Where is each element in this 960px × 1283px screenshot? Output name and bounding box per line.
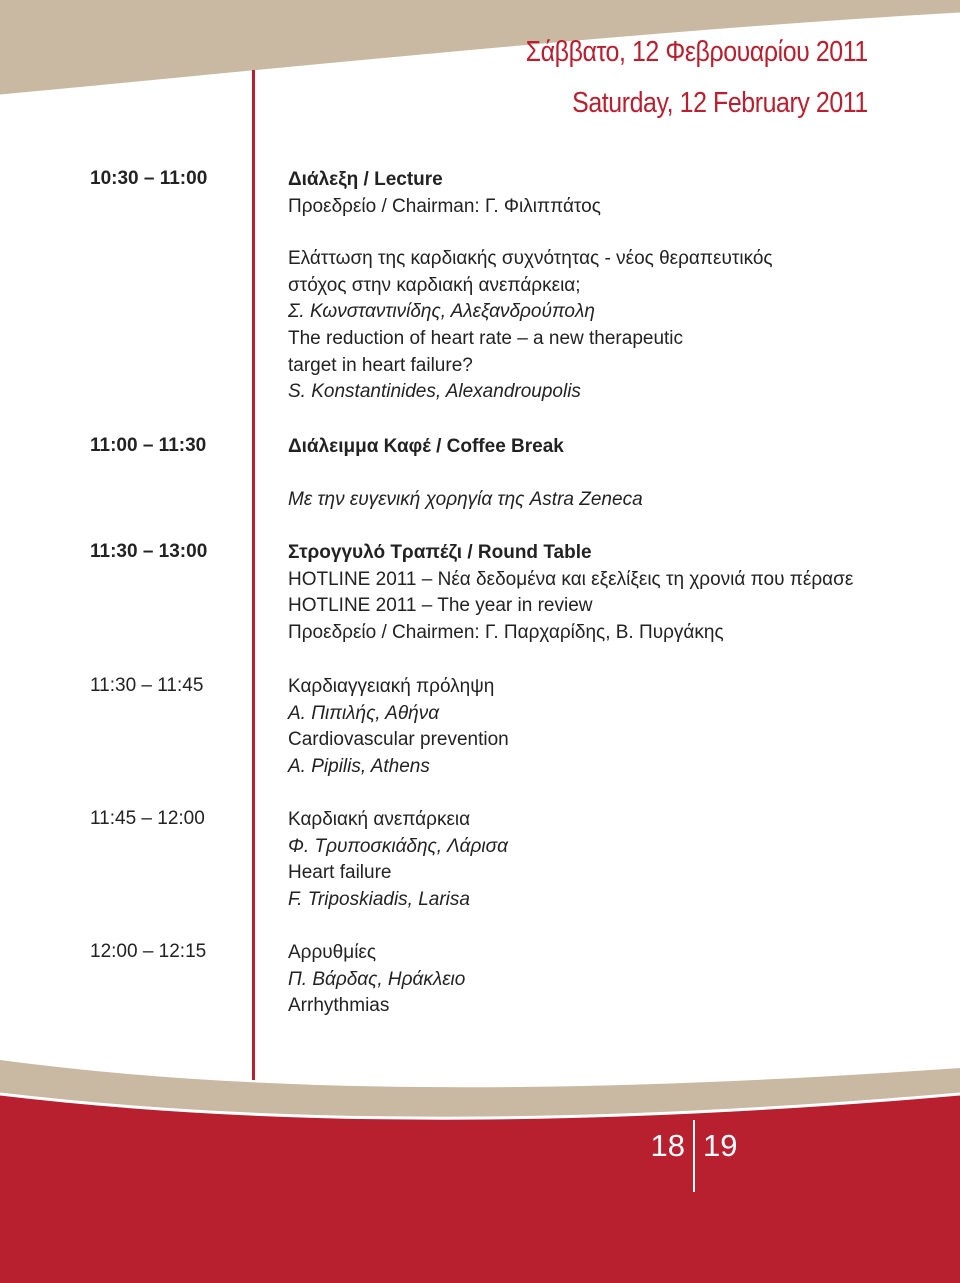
talk-title-english: The reduction of heart rate – a new therapeutic: [288, 327, 684, 349]
talk-title-english: Arrhythmias: [288, 995, 390, 1017]
date-english: Saturday, 12 February 2011: [572, 87, 868, 119]
talk-prevention: [288, 674, 908, 780]
page-number-right: 19: [703, 1128, 738, 1163]
speaker-english: F. Triposkiadis, Larisa: [288, 888, 470, 910]
session-chair: Προεδρείο / Chairman: Γ. Φιλιππάτος: [288, 195, 601, 217]
talk-time: 11:30 – 11:45: [90, 675, 204, 696]
talk-time: 11:45 – 12:00: [90, 808, 205, 829]
session-round-table: [288, 540, 908, 646]
speaker-greek: Σ. Κωνσταντινίδης, Αλεξανδρούπολη: [288, 301, 595, 323]
talk-title-greek: Ελάττωση της καρδιακής συχνότητας - νέος θεραπευτικός: [288, 248, 773, 270]
speaker-english: A. Pipilis, Athens: [288, 755, 430, 777]
timeline-divider: [252, 70, 255, 1080]
session-lecture: [288, 167, 908, 406]
session-chair: Προεδρείο / Chairmen: Γ. Παρχαρίδης, Β. Πυργάκης: [288, 621, 724, 643]
session-title: Διάλειμμα Καφέ / Coffee Break: [288, 436, 564, 457]
session-subtitle-english: HOTLINE 2011 – The year in review: [288, 595, 593, 617]
session-subtitle-greek: HOTLINE 2011 – Νέα δεδομένα και εξελίξεις τη χρονιά που πέρασε: [288, 568, 854, 590]
talk-arrhythmias: [288, 940, 908, 1020]
talk-title-english: target in heart failure?: [288, 354, 473, 376]
talk-title-greek: στόχος στην καρδιακή ανεπάρκεια;: [288, 274, 581, 296]
talk-title-greek: Καρδιακή ανεπάρκεια: [288, 809, 471, 830]
footer-band: [0, 1060, 960, 1283]
talk-title-english: Cardiovascular prevention: [288, 729, 509, 751]
session-coffee-break: [288, 434, 908, 513]
session-title: Στρογγυλό Τραπέζι / Round Table: [288, 542, 592, 563]
page-number-divider: [693, 1120, 695, 1192]
talk-time: 12:00 – 12:15: [90, 941, 207, 962]
talk-title-greek: Καρδιαγγειακή πρόληψη: [288, 676, 495, 697]
speaker-english: S. Konstantinides, Alexandroupolis: [288, 381, 581, 403]
session-time: 11:30 – 13:00: [90, 541, 208, 562]
talk-title-english: Heart failure: [288, 862, 392, 884]
session-time: 11:00 – 11:30: [90, 435, 207, 456]
talk-title-greek: Αρρυθμίες: [288, 942, 377, 963]
date-greek: Σάββατο, 12 Φεβρουαρίου 2011: [525, 36, 868, 68]
page-number-left: 18: [650, 1128, 685, 1163]
page-numbers: [600, 1128, 800, 1188]
talk-heart-failure: [288, 807, 908, 913]
session-title: Διάλεξη / Lecture: [288, 169, 443, 190]
speaker-greek: Α. Πιπιλής, Αθήνα: [288, 702, 440, 724]
sponsor-note: Με την ευγενική χορηγία της Astra Zeneca: [288, 488, 643, 510]
speaker-greek: Φ. Τρυποσκιάδης, Λάρισα: [288, 835, 508, 857]
session-time: 10:30 – 11:00: [90, 168, 208, 189]
speaker-greek: Π. Βάρδας, Ηράκλειο: [288, 968, 466, 990]
